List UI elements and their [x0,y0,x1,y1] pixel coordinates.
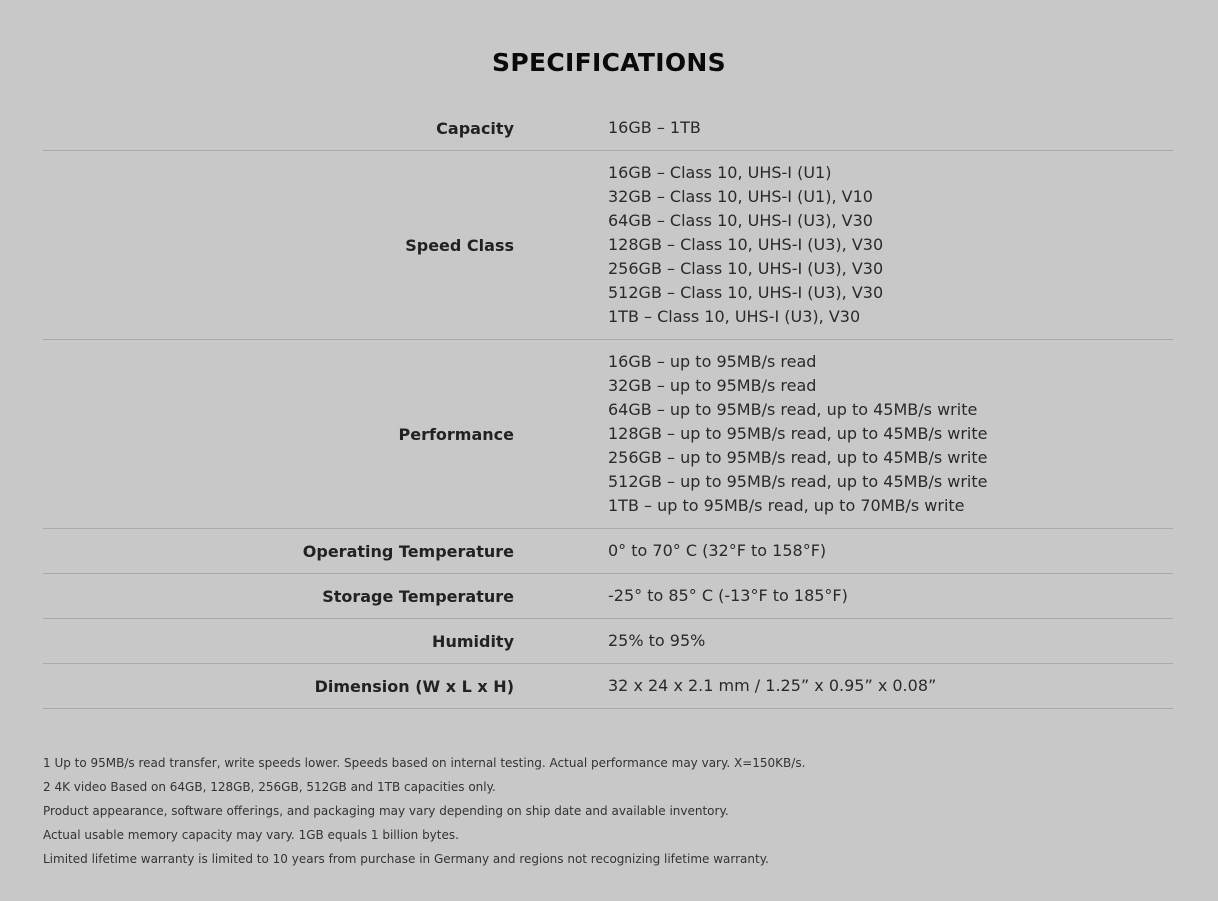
spec-value [608,161,883,329]
spec-label: Dimension (W x L x H) [314,676,514,696]
spec-value-line: 256GB – Class 10, UHS-I (U3), V30 [608,259,884,278]
spec-value [608,629,705,653]
spec-row-operating-temperature [43,529,1173,574]
spec-label: Performance [398,424,514,444]
spec-label: Speed Class [405,235,514,255]
spec-value [608,539,826,563]
spec-value-line: 32GB – up to 95MB/s read [608,376,817,395]
spec-value [608,674,936,698]
spec-value [608,116,701,140]
footnote: 1 Up to 95MB/s read transfer, write speeds lower. Speeds based on internal testing. Actual performance may vary. X=150KB/s. [43,756,806,770]
page-title: SPECIFICATIONS [492,48,726,77]
footnotes [43,751,1173,871]
spec-value-line: 256GB – up to 95MB/s read, up to 45MB/s write [608,448,988,467]
spec-value-line: 512GB – Class 10, UHS-I (U3), V30 [608,283,884,302]
spec-value-line: 64GB – up to 95MB/s read, up to 45MB/s write [608,400,978,419]
spec-label: Operating Temperature [302,541,514,561]
spec-label: Storage Temperature [322,586,514,606]
footnote: Actual usable memory capacity may vary. 1GB equals 1 billion bytes. [43,828,459,842]
spec-row-humidity [43,619,1173,664]
spec-label: Capacity [436,118,514,138]
spec-value-line: 16GB – 1TB [608,118,701,137]
spec-value-line: 32 x 24 x 2.1 mm / 1.25” x 0.95” x 0.08” [608,676,937,695]
spec-value-line: 64GB – Class 10, UHS-I (U3), V30 [608,211,873,230]
spec-value-line: 128GB – Class 10, UHS-I (U3), V30 [608,235,884,254]
spec-value-line: 16GB – Class 10, UHS-I (U1) [608,163,832,182]
spec-label: Humidity [432,631,514,651]
spec-value-line: 1TB – up to 95MB/s read, up to 70MB/s write [608,496,965,515]
spec-value [608,584,848,608]
spec-row-speed-class [43,151,1173,340]
footnote: Product appearance, software offerings, and packaging may vary depending on ship date and available inventory. [43,804,729,818]
spec-row-dimension [43,664,1173,709]
spec-table [43,106,1173,709]
spec-value-line: 1TB – Class 10, UHS-I (U3), V30 [608,307,861,326]
spec-value-line: 25% to 95% [608,631,706,650]
spec-value-line: 16GB – up to 95MB/s read [608,352,817,371]
spec-value-line: 32GB – Class 10, UHS-I (U1), V10 [608,187,873,206]
footnote: 2 4K video Based on 64GB, 128GB, 256GB, 512GB and 1TB capacities only. [43,780,496,794]
footnote: Limited lifetime warranty is limited to 10 years from purchase in Germany and regions not recognizing lifetime warranty. [43,852,769,866]
spec-value-line: 0° to 70° C (32°F to 158°F) [608,541,827,560]
spec-value-line: 128GB – up to 95MB/s read, up to 45MB/s write [608,424,988,443]
spec-value-line: -25° to 85° C (-13°F to 185°F) [608,586,848,605]
spec-value [608,350,987,518]
spec-row-storage-temperature [43,574,1173,619]
spec-row-capacity [43,106,1173,151]
spec-value-line: 512GB – up to 95MB/s read, up to 45MB/s write [608,472,988,491]
spec-row-performance [43,340,1173,529]
